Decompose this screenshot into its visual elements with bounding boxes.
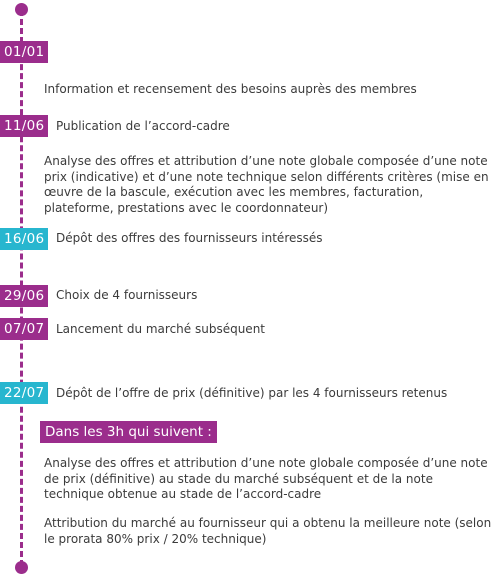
event-text-attribution: Attribution du marché au fournisseur qui a obtenu la meilleure note (selon le prorata 80% prix / 20% technique) — [44, 516, 492, 546]
timeline-start-dot — [15, 3, 28, 16]
event-text-analyse-accord-cadre: Analyse des offres et attribution d’une note globale composée d’une note prix (indicative) et d’une note technique selon différents critères (mise en œuvre de la bascule, exécution avec les membres, facturation, plateforme, prestations avec le coordonnateur) — [44, 154, 489, 215]
event-text-depot-offres: Dépôt des offres des fournisseurs intéressés — [56, 231, 323, 245]
date-badge-07-07: 07/07 — [0, 318, 48, 340]
date-badge-01-01: 01/01 — [0, 41, 48, 63]
event-text-depot-prix: Dépôt de l’offre de prix (définitive) par les 4 fournisseurs retenus — [56, 386, 448, 400]
event-text-choix: Choix de 4 fournisseurs — [56, 288, 198, 302]
date-badge-11-06: 11/06 — [0, 115, 48, 137]
timeline-end-dot — [15, 561, 28, 574]
event-text-lancement: Lancement du marché subséquent — [56, 322, 265, 336]
banner-3h: Dans les 3h qui suivent : — [40, 421, 217, 443]
date-badge-22-07: 22/07 — [0, 382, 48, 404]
date-badge-29-06: 29/06 — [0, 285, 48, 307]
event-text-publication: Publication de l’accord-cadre — [56, 119, 230, 133]
date-badge-16-06: 16/06 — [0, 228, 48, 250]
event-text-recensement: Information et recensement des besoins auprès des membres — [44, 82, 417, 96]
event-text-analyse-marche-subsequent: Analyse des offres et attribution d’une note globale composée d’une note de prix (définitive) au stade du marché subséquent et de la note technique obtenue au stade de l’accord-cadre — [44, 456, 488, 501]
